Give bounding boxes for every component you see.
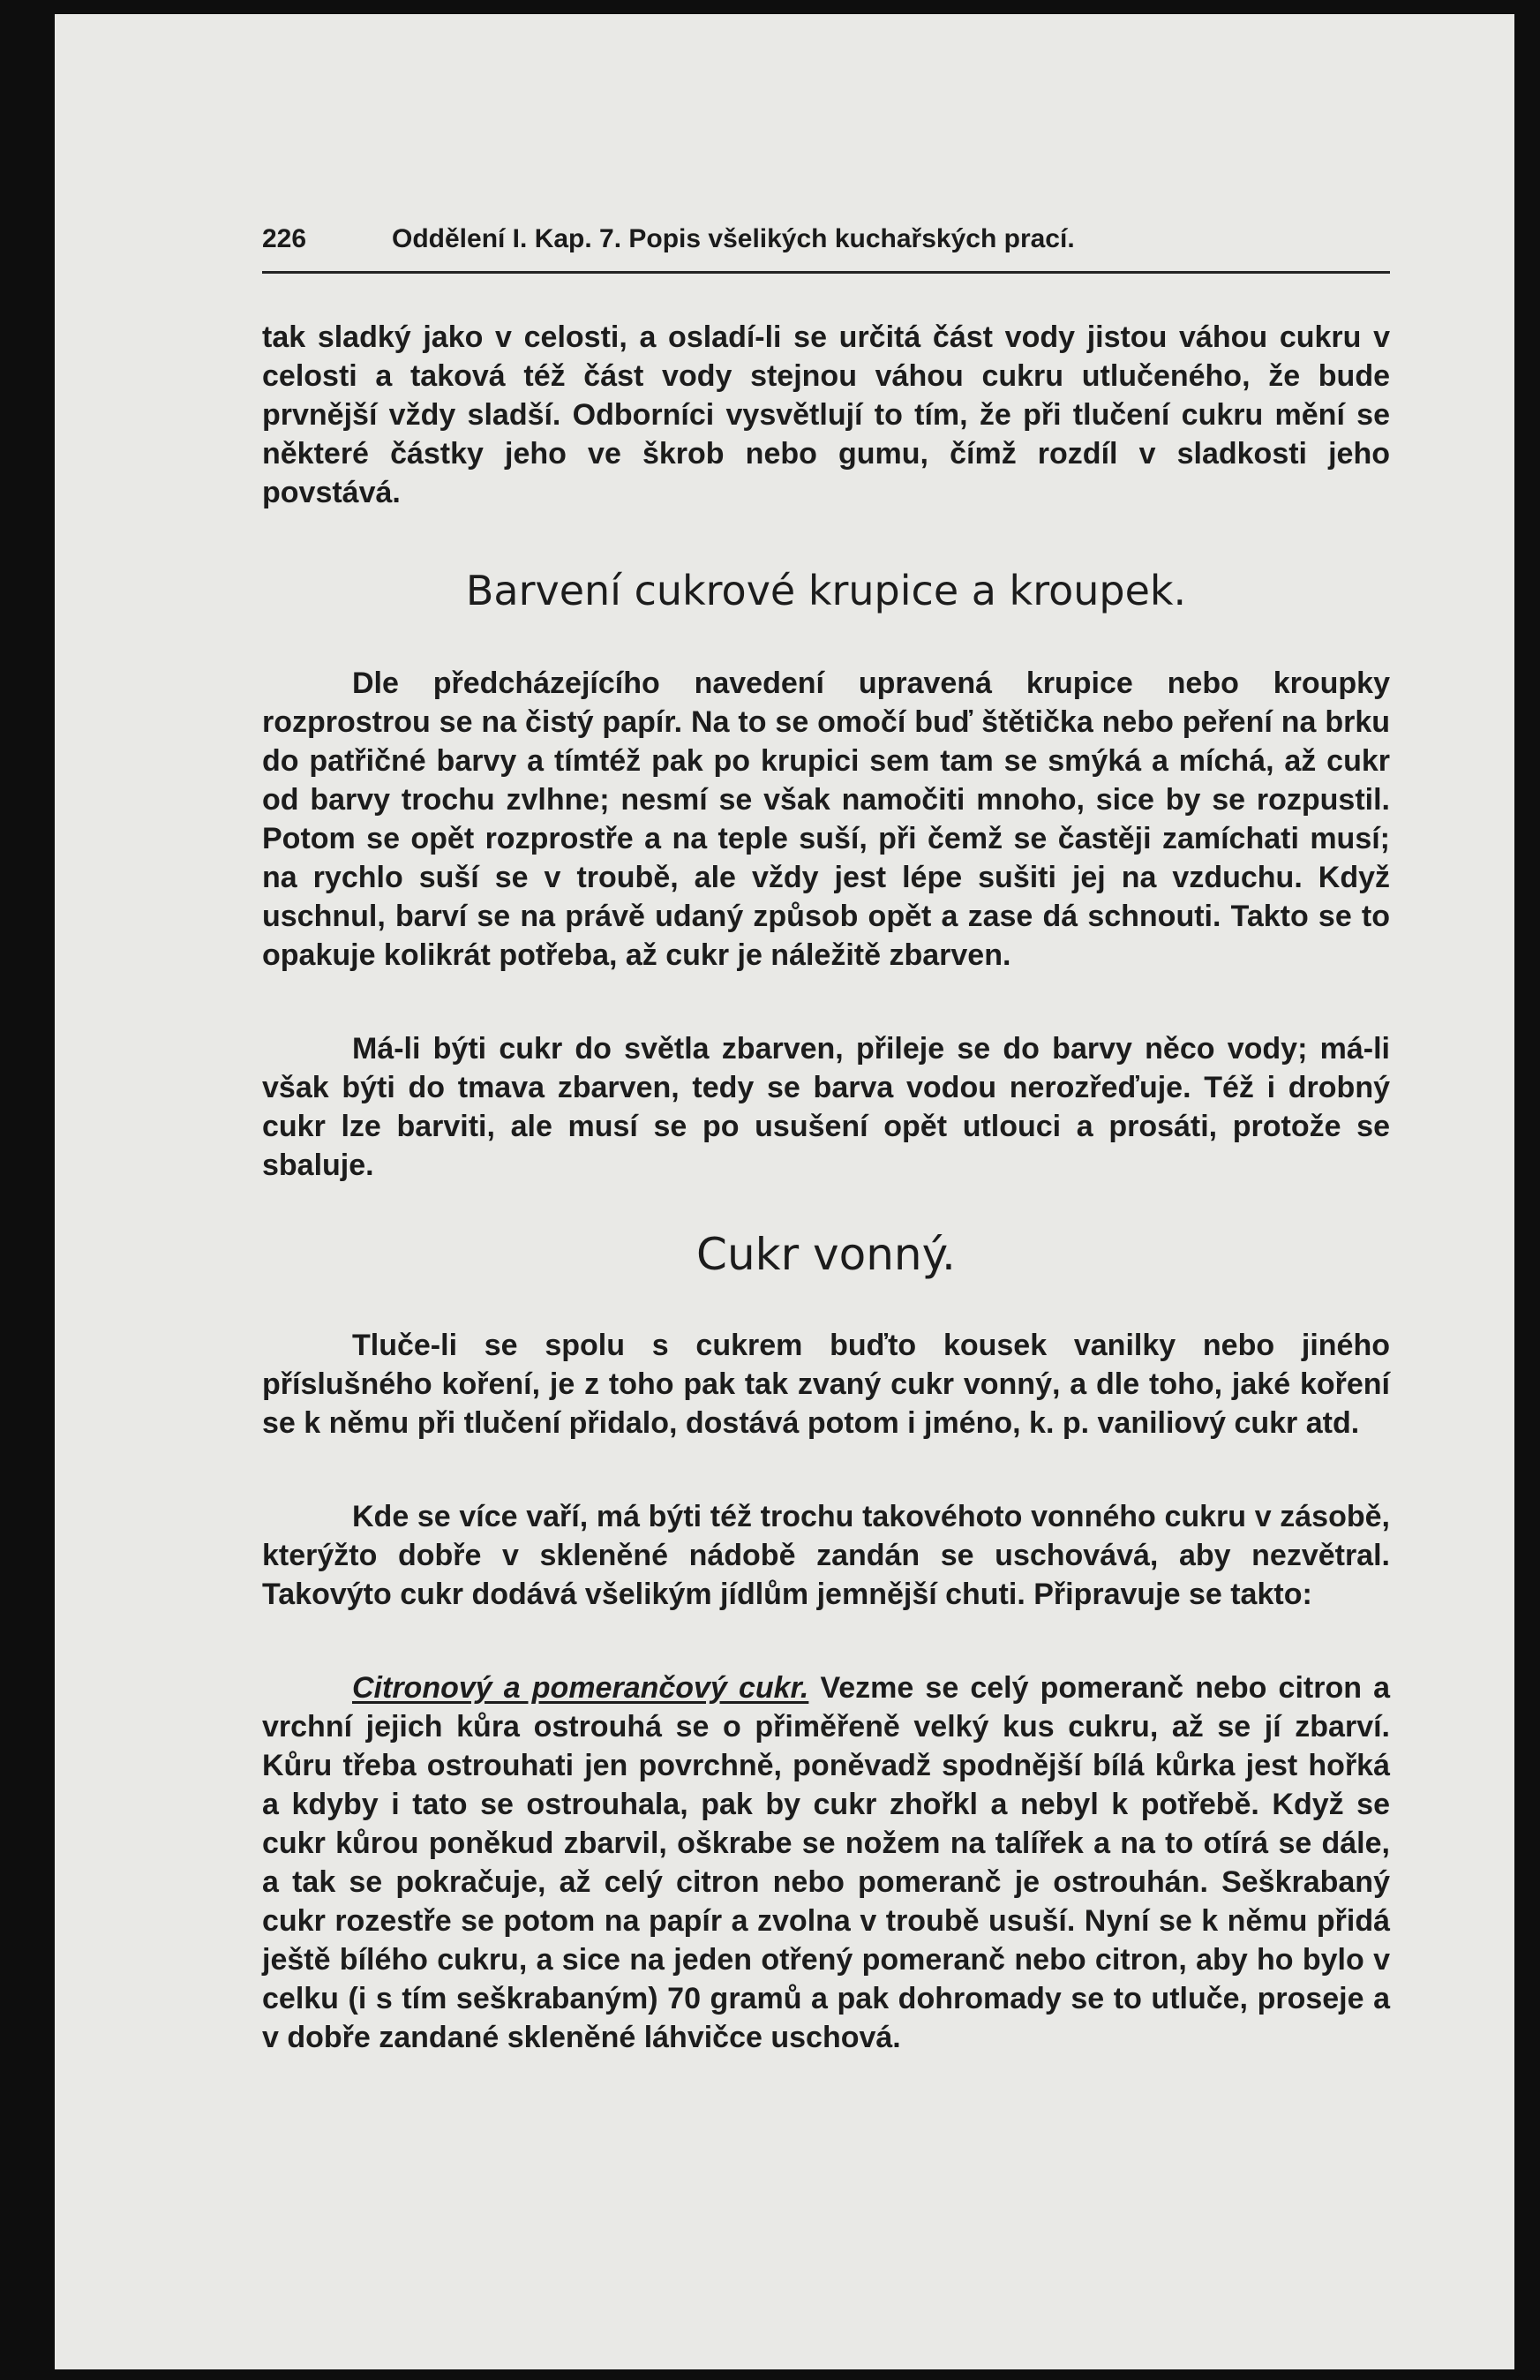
section-heading-scented-sugar: Cukr vonný. [696,1229,956,1280]
paragraph-scented-sugar: Tluče-li se spolu s cukrem buďto kousek vanilky nebo jiného příslušného koření, je z toho pak tak zvaný cukr vonný, a dle toho, jaké koření se k němu při tlučení přidalo, dostává potom i jméno, k. p. vaniliový cukr atd. [262,1329,1390,1440]
citrus-sugar-body: Vezme se celý pomeranč nebo citron a vrchní jejich kůra ostrouhá se o přiměřeně velký kus cukru, až se jí zbarví. Kůru třeba ostrouhati jen povrchně, poněvadž spodnější bílá kůrka jest hořká a kdyby i tato se ostrouhala, pak by cukr zhořkl a nebyl k potřebě. Když se cukr kůrou poněkud zbarvil, oškrabe se nožem na talířek a na to otírá se dále, a tak se pokračuje, až celý citron nebo pomeranč je ostrouhán. Seškrabaný cukr rozestře se potom na papír a zvolna v troubě usuší. Nyní se k němu přidá ještě bílého cukru, a sice na jeden otřený pomeranč nebo citron, aby ho bylo v celku (i s tím seškrabaným) 70 gramů a pak dohromady se to utluče, proseje a v dobře zandané skleněné láhvičce uschová. [262,1671,1390,2054]
header-rule [262,271,1390,274]
paragraph-storage: Kde se více vaří, má býti též trochu takovéhoto vonného cukru v zásobě, kterýžto dobře v skleněné nádobě zandán se uschovává, aby nezvětral. Takovýto cukr dodává všelikým jídlům jemnější chuti. Připravuje se takto: [262,1500,1390,1611]
paragraph-coloring-shades: Má-li býti cukr do světla zbarven, přileje se do barvy něco vody; má-li však býti do tmava zbarven, tedy se barva vodou nerozřeďuje. Též i drobný cukr lze barviti, ale musí se po usušení opět utlouci a prosáti, protože se sbaluje. [262,1032,1390,1182]
scan-border-right [1514,0,1540,2380]
scan-border-top [0,0,1540,14]
paragraph-intro: tak sladký jako v celosti, a osladí-li se určitá část vody jistou váhou cukru v celosti a taková též část vody stejnou váhou cukru utlučeného, že bude prvnější vždy sladší. Odborníci vysvětlují to tím, že při tlučení cukru mění se některé částky jeho ve škrob nebo gumu, čímž rozdíl v sladkosti jeho povstává. [262,320,1390,509]
page-number: 226 [262,224,307,253]
section-heading-coloring: Barvení cukrové krupice a kroupek. [465,567,1187,614]
paragraph-citrus-sugar [262,1668,1390,2057]
header-title: Oddělení I. Kap. 7. Popis všelikých kuchařských prací. [392,224,1075,253]
scan-border-bottom [0,2369,1540,2380]
paragraph-coloring-method: Dle předcházejícího navedení upravená krupice nebo kroupky rozprostrou se na čistý papír. Na to se omočí buď štětička nebo peření na brku do patřičné barvy a tímtéž pak po krupici sem tam se smýká a míchá, až cukr od barvy trochu zvlhne; nesmí se však namočiti mnoho, sice by se rozpustil. Potom se opět rozprostře a na teple suší, při čemž se častěji zamíchati musí; na rychlo suší se v troubě, ale vždy jest lépe sušiti jej na vzduchu. Když uschnul, barví se na právě udaný způsob opět a zase dá schnouti. Takto se to opakuje kolikrát potřeba, až cukr je náležitě zbarven. [262,667,1390,972]
scan-border-left [0,0,55,2380]
citrus-sugar-lead: Citronový a pomerančový cukr. [352,1671,809,1705]
